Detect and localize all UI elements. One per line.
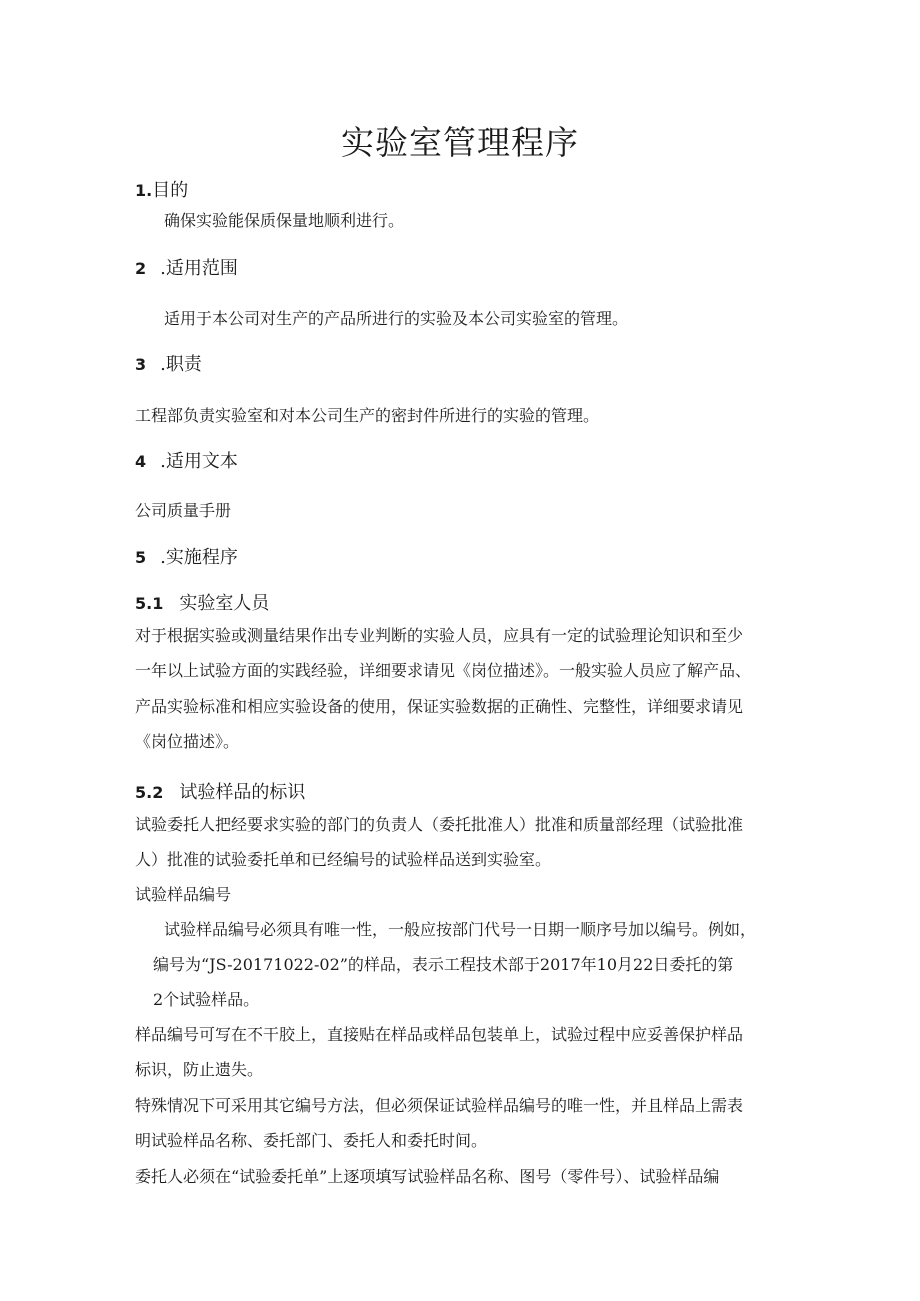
section-5-2-line: 标识，防止遗失。	[135, 1060, 264, 1079]
section-1-title: 目的	[152, 180, 189, 201]
section-5-2-line: 特殊情况下可采用其它编号方法，但必须保证试验样品编号的唯一性，并且样品上需表	[135, 1096, 744, 1115]
section-5-1-line: 对于根据实验或测量结果作出专业判断的实验人员，应具有一定的试验理论知识和至少	[135, 626, 744, 645]
section-5-2-title: 试验样品的标识	[179, 782, 306, 803]
section-1-number: 1.	[135, 181, 153, 200]
section-5-1-title: 实验室人员	[179, 593, 270, 614]
section-3-number: 3	[135, 355, 147, 374]
section-4-heading	[135, 447, 238, 473]
section-3-text: 工程部负责实验室和对本公司生产的密封件所进行的实验的管理。	[135, 406, 600, 425]
section-5-1-heading	[135, 589, 269, 615]
section-4-number: 4	[135, 452, 147, 471]
section-5-2-heading	[135, 778, 305, 804]
section-5-1-line: 一年以上试验方面的实践经验，详细要求请见《岗位描述》。一般实验人员应了解产品、	[135, 661, 752, 680]
section-3-heading	[135, 350, 202, 376]
section-5-2-line: 试验样品编号必须具有唯一性，一般应按部门代号一日期一顺序号加以编号。例如，	[164, 920, 757, 939]
document-title: 实验室管理程序	[341, 123, 579, 162]
section-1-text: 确保实验能保质保量地顺利进行。	[164, 211, 405, 230]
section-5-1-line: 《岗位描述》。	[135, 732, 240, 751]
section-2-text: 适用于本公司对生产的产品所进行的实验及本公司实验室的管理。	[164, 309, 629, 328]
section-4-text: 公司质量手册	[135, 501, 232, 520]
section-5-1-number: 5.1	[135, 594, 164, 613]
section-5-1-line: 产品实验标准和相应实验设备的使用，保证实验数据的正确性、完整性，详细要求请见	[135, 697, 744, 716]
section-5-2-number: 5.2	[135, 783, 164, 802]
section-5-heading	[135, 543, 238, 569]
section-5-2-line: 委托人必须在“试验委托单”上逐项填写试验样品名称、图号（零件号）、试验样品编	[135, 1167, 720, 1186]
section-5-title: .实施程序	[160, 547, 238, 568]
section-2-number: 2	[135, 259, 147, 278]
section-2-title: .适用范围	[160, 258, 238, 279]
section-1-heading	[135, 176, 188, 202]
section-2-heading	[135, 254, 238, 280]
section-5-2-line: 试验委托人把经要求实验的部门的负责人（委托批准人）批准和质量部经理（试验批准	[135, 815, 744, 834]
section-5-2-line: 人）批准的试验委托单和已经编号的试验样品送到实验室。	[135, 850, 552, 869]
section-5-2-line: 样品编号可写在不干胶上，直接贴在样品或样品包装单上，试验过程中应妥善保护样品	[135, 1025, 744, 1044]
section-5-number: 5	[135, 548, 147, 567]
section-5-2-line: 试验样品编号	[135, 885, 232, 904]
section-5-2-line: 明试验样品名称、委托部门、委托人和委托时间。	[135, 1131, 488, 1150]
section-5-2-line: 编号为“JS-20171022-02”的样品，表示工程技术部于2017年10月22日委托的第	[153, 955, 734, 974]
section-3-title: .职责	[160, 354, 202, 375]
section-4-title: .适用文本	[160, 451, 238, 472]
section-5-2-line: 2个试验样品。	[153, 990, 260, 1009]
